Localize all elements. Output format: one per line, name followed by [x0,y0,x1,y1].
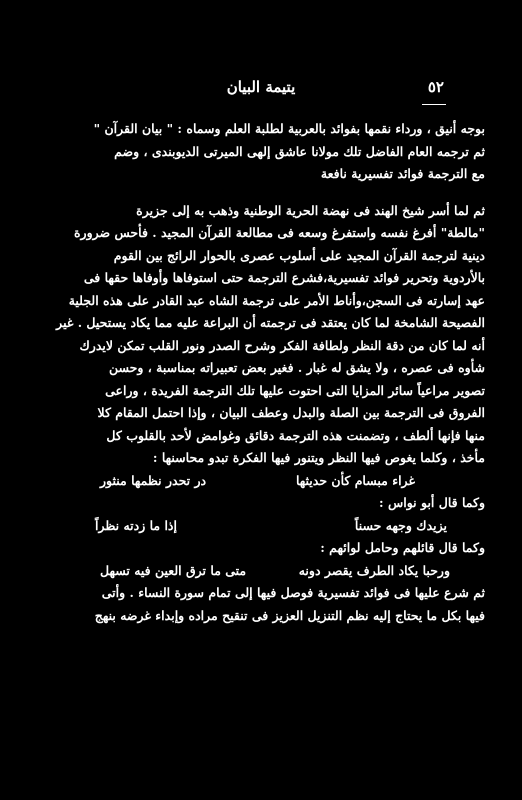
text-line: ثم ترجمه العام الفاضل تلك مولانا عاشق إلهى الميرتى الديوبندى ، وضم [114,143,485,159]
text-line: مع الترجمة فوائد تفسيرية نافعة [320,166,485,181]
verse-line [40,470,485,493]
paragraph-1 [40,118,485,186]
verse-line [40,560,485,583]
running-title: يتيمة البيان [226,78,296,96]
text-line: عهد إسارته فى السجن،وأناط الأمر على ترجمة الشاه عبد القادر على هذه الجلية [68,292,485,308]
page-number: ٥٢ [427,78,444,96]
body-text [40,118,485,627]
text-line: الفروق فى الترجمة بين الصلة والبدل وعطف البيان ، وإذا احتمل المقام كلا [97,405,485,420]
verse-line [40,515,485,538]
text-line: تصوير مراعياً سائر المزايا التى احتوت عليها تلك الترجمة الفريدة ، وراعى [105,382,485,398]
verse-first-hemistich: ورحبا يكاد الطرف يقصر دونه [298,562,450,578]
text-line: منها فإنها ألطف ، وتضمنت هذه الترجمة دقائق وغوامض لأحد بالقلوب كل [106,427,485,443]
page-header [40,78,482,102]
header-rule [422,104,446,105]
verse-second-hemistich: إذا ما زدته نظراً [95,517,177,533]
text-line: ثم شرع عليها فى فوائد تفسيرية فوصل فيها إلى تمام سورة النساء . وأتى [101,585,485,600]
verse-first-hemistich: غراء مبسام كأن حديثها [295,472,415,488]
text-line: الفصيحة الشامخة لما كان يعتقد فى ترجمته أن البراعة عليه مما يكاد يستحيل . غير [56,315,485,330]
text-line: ثم لما أسر شيخ الهند فى نهضة الحرية الوطنية وذهب به إلى جزيرة [136,202,485,218]
text-line: فيها بكل ما يحتاج إليه نظم التنزيل العزيز فى تنقيح مراده وإبداء غرضه بنهج [94,607,485,623]
text-line: وكما قال قائلهم وحامل لوائهم : [320,540,485,555]
paragraph-2 [40,200,485,470]
verse-second-hemistich: متى ما ترق العين فيه تسهل [100,562,247,578]
text-line: مأخذ ، وكلما يغوص فيها النظر ويتنور فيها الفكرة تبدو محاسنها : [152,450,485,465]
text-line: دينية لترجمة القرآن المجيد على أسلوب عصرى بالحوار الرائج بين القوم [113,247,485,263]
text-line: وكما قال أبو نواس : [379,495,485,510]
paragraph-gap [40,186,485,200]
text-line: شأوه فى عصره ، ولا يشق له غبار . فغير بعض تعبيراته بمناسبة ، وحسن [108,360,485,375]
verse-first-hemistich: يزيدك وجهه حسناً [354,517,447,533]
text-line: بالأردوية وتحرير فوائد تفسيرية،فشرع الترجمة حتى استوفاها وأوفاها حقها فى [83,270,485,285]
verse-second-hemistich: در تحدر نظمها منثور [100,472,207,488]
text-line: "مالطة" أفرغ نفسه واستفرغ وسعه فى مطالعة القرآن المجيد . فأحس ضرورة [74,225,485,240]
text-line: بوجه أنيق ، ورداء نقمها بفوائد بالعربية لطلبة العلم وسماه : " بيان القرآن " [93,121,485,136]
text-line: أنه لما كان من دقة النظر ولطافة الفكر وشرح الصدر ونور القلب تمكن لايدرك [79,337,485,353]
